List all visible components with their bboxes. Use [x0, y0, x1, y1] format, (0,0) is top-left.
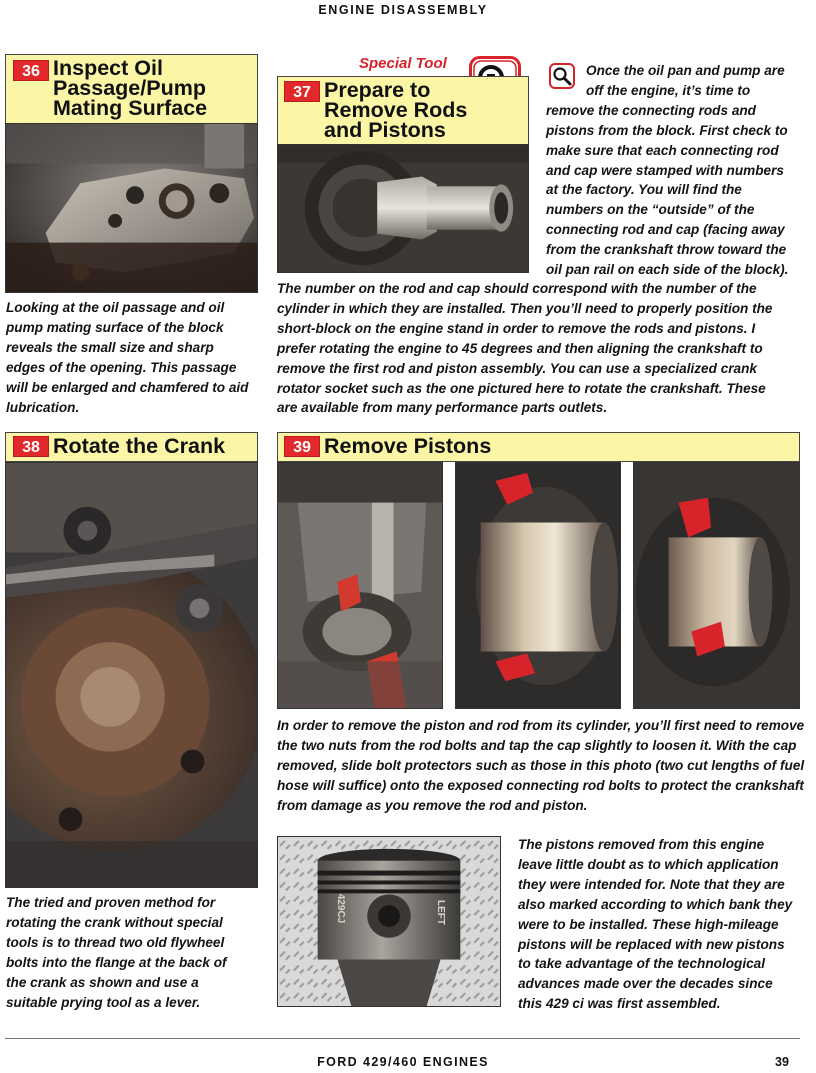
step-37-title-line-3: and Pistons	[324, 118, 446, 142]
step-37-number-badge: 37	[284, 81, 320, 102]
side-text-line-2: off the engine, it’s time to	[586, 82, 751, 98]
page-number: 39	[775, 1055, 789, 1069]
caption-line: were to be installed. These high-mileage	[518, 916, 779, 932]
step-39-caption	[277, 716, 807, 816]
caption-line: Looking at the oil passage and oil	[6, 300, 225, 315]
caption-line: connecting rod and cap (facing away	[546, 222, 785, 238]
caption-line: rotating the crank without special	[6, 914, 223, 930]
side-text-line-1	[546, 61, 808, 81]
caption-line: will be enlarged and chamfered to aid	[6, 379, 249, 395]
caption-line: from damage as you remove the rod and piston.	[277, 797, 588, 813]
caption-line: at the factory. You will find the	[546, 182, 742, 198]
caption-line: cylinder in which they are installed. Then you’ll need to properly position the	[277, 300, 773, 316]
step-37-side-text	[546, 61, 808, 280]
caption-line: suitable prying tool as a lever.	[6, 994, 201, 1010]
step-36-caption	[6, 298, 262, 417]
caption-line: pistons from the block. First check to	[546, 122, 788, 138]
caption-line: edges of the opening. This passage	[6, 359, 237, 375]
footer-divider	[5, 1038, 800, 1039]
caption-line: the crank as shown and use a	[6, 974, 199, 990]
caption-line: the two nuts from the rod bolts and tap the cap slightly to loosen it. With the cap	[277, 737, 797, 753]
piston-caption	[518, 835, 808, 1014]
caption-line: they were intended for. Note that they are	[518, 876, 785, 892]
step-39-title-band	[277, 432, 800, 462]
step-36-title-line-3: Mating Surface	[53, 96, 208, 120]
photo-flywheel-bolts	[5, 462, 258, 888]
caption-line: removed, slide bolt protectors such as those in this photo (two cut lengths of fuel	[277, 757, 805, 773]
caption-line: lubrication.	[6, 399, 80, 415]
piston-marking-left: 429CJ	[335, 893, 347, 924]
photo-bolt-protectors-angle	[633, 462, 800, 709]
caption-line: bolts into the flange at the back of	[6, 954, 227, 970]
step-39-number-badge: 39	[284, 436, 320, 457]
step-36-title-line-1: Inspect Oil	[53, 56, 163, 80]
caption-line: and cap were stamped with numbers	[546, 162, 784, 178]
search-icon	[549, 63, 575, 89]
caption-line: numbers on the “outside” of the	[546, 202, 755, 218]
caption-line: to take advantage of the technological	[518, 956, 765, 972]
photo-removed-piston	[277, 836, 501, 1007]
running-header: ENGINE DISASSEMBLY	[318, 3, 488, 17]
special-tool-label: Special Tool	[359, 55, 447, 72]
step-38-caption	[6, 893, 262, 1012]
caption-line: short-block on the engine stand in order to remove the rods and pistons. I	[277, 320, 756, 336]
step-36-number-badge: 36	[13, 60, 49, 81]
photo-oil-passage	[5, 123, 258, 293]
caption-line: also marked according to which bank they	[518, 896, 793, 912]
step-38-title-band	[5, 432, 258, 462]
caption-line: Once the oil pan and pump are	[586, 63, 785, 78]
step-37-title-line-1: Prepare to	[324, 78, 431, 102]
caption-line: rotator socket such as the one pictured here to rotate the crankshaft. These	[277, 380, 766, 396]
caption-line: this 429 ci was first assembled.	[518, 996, 721, 1012]
photo-bolt-protectors	[455, 462, 621, 709]
caption-line: The tried and proven method for	[6, 895, 216, 910]
caption-line: In order to remove the piston and rod from its cylinder, you’ll first need to remove	[277, 718, 805, 733]
step-38-title: Rotate the Crank	[53, 434, 226, 458]
caption-line: pump mating surface of the block	[6, 319, 224, 335]
caption-line: from the crankshaft throw toward the	[546, 242, 787, 258]
caption-line: hose will suffice) onto the exposed connecting rod bolts to protect the crankshaft	[277, 777, 804, 793]
caption-line: prefer rotating the engine to 45 degrees and then aligning the crankshaft to	[277, 340, 763, 356]
caption-line: The pistons removed from this engine	[518, 837, 765, 852]
photo-crank-socket	[277, 144, 529, 273]
step-36-title-band	[5, 54, 258, 124]
caption-line: pistons will be replaced with new pistons	[518, 936, 785, 952]
step-37-title-line-2: Remove Rods	[324, 98, 468, 122]
step-38-number-badge: 38	[13, 436, 49, 457]
caption-line: remove the first rod and piston assembly. You can use a specialized crank	[277, 360, 757, 376]
caption-line: reveals the small size and sharp	[6, 339, 214, 355]
caption-line: tools is to thread two old flywheel	[6, 934, 225, 950]
caption-line: The number on the rod and cap should correspond with the number of the	[277, 281, 757, 296]
caption-line: are available from many performance parts outlets.	[277, 400, 608, 416]
step-37-title-band	[277, 76, 529, 145]
photo-rod-cap-removal	[277, 462, 443, 709]
caption-line: leave little doubt as to which application	[518, 856, 779, 872]
caption-line: make sure that each connecting rod	[546, 142, 779, 158]
step-39-title: Remove Pistons	[324, 434, 492, 458]
caption-line: advances made over the decades since	[518, 976, 773, 992]
footer-book-title: FORD 429/460 ENGINES	[317, 1055, 489, 1069]
piston-marking-right: LEFT	[435, 900, 446, 925]
step-37-full-text	[277, 279, 807, 418]
caption-line: oil pan rail on each side of the block).	[546, 262, 789, 278]
caption-line: remove the connecting rods and	[546, 102, 756, 118]
step-36-title-line-2: Passage/Pump	[53, 76, 206, 100]
